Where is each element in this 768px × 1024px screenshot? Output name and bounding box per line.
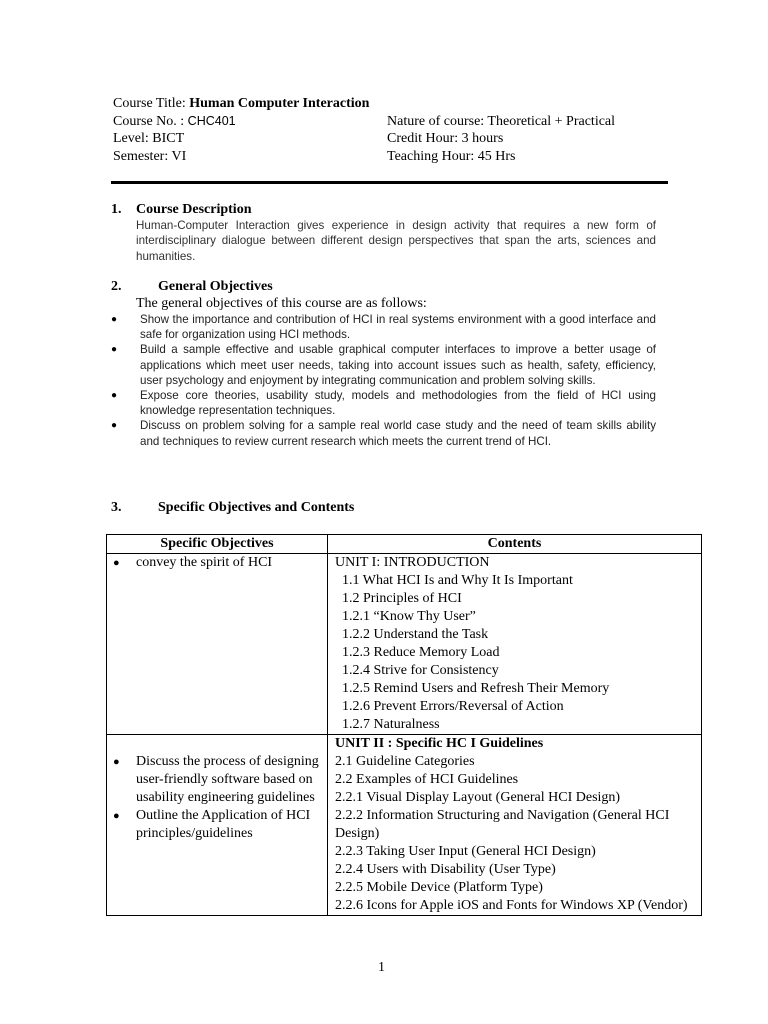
bullet-icon: ● — [111, 390, 118, 402]
table-row — [107, 735, 702, 916]
course-title-value: Human Computer Interaction — [189, 96, 370, 111]
list-item-text: Expose core theories, usability study, models and methodologies from the field of HCI using knowledge representation techniques. — [140, 389, 656, 418]
section-specific-objectives — [111, 499, 656, 516]
topic-item: 2.2.4 Users with Disability (User Type) — [335, 862, 556, 877]
contents-cell — [328, 554, 702, 735]
bullet-icon: ● — [111, 314, 118, 325]
section-number: 1. — [111, 202, 122, 217]
course-description-text: Human-Computer Interaction gives experience in design activity that requires a new form of interdisciplinary dialogue between different design perspectives that span the arts, sciences and humanities. — [136, 219, 656, 263]
section-general-objectives — [111, 278, 656, 449]
topic-item: 2.1 Guideline Categories — [335, 754, 475, 769]
teaching-hour: Teaching Hour: 45 Hrs — [387, 148, 516, 164]
course-semester: Semester: VI — [113, 148, 187, 164]
topic-item: 1.2 Principles of HCI — [342, 591, 462, 606]
list-item-text: Discuss on problem solving for a sample real world case study and the need of team skills ability and techniques to review current research which meets the current trend of HCI. — [140, 419, 656, 448]
topic-item: 1.2.4 Strive for Consistency — [342, 663, 499, 678]
objectives-list — [111, 312, 656, 449]
list-item — [111, 753, 323, 807]
objectives-intro: The general objectives of this course are as follows: — [136, 296, 427, 311]
topic-item: 1.2.1 “Know Thy User” — [342, 609, 476, 624]
list-item — [111, 807, 323, 843]
course-number-value: CHC401 — [187, 113, 236, 128]
topic-item: 2.2.2 Information Structuring and Navigation (General HCI Design) — [335, 808, 670, 841]
objective-text: Discuss the process of designing user-friendly software based on usability engineering guidelines — [136, 754, 319, 805]
table-row — [107, 554, 702, 735]
topic-item: 1.2.5 Remind Users and Refresh Their Memory — [342, 681, 610, 696]
list-item — [111, 342, 656, 388]
page-number: 1 — [378, 960, 385, 975]
unit-title: UNIT II : Specific HC I Guidelines — [335, 736, 544, 751]
course-title — [113, 95, 369, 113]
section-heading: Specific Objectives and Contents — [158, 500, 355, 515]
column-header-objectives: Specific Objectives — [107, 535, 328, 554]
topic-item: 2.2.1 Visual Display Layout (General HCI Design) — [335, 790, 621, 805]
list-item-text: Build a sample effective and usable graphical computer interfaces to improve a better usage of applications which meet user needs, taking into account issues such as health, safety, efficiency, user psychology and enjoyment by integrating communication and problem solving skills. — [140, 343, 656, 387]
bullet-icon: ● — [113, 756, 120, 768]
list-item — [111, 388, 656, 418]
topic-item: 2.2.6 Icons for Apple iOS and Fonts for Windows XP (Vendor) — [335, 898, 688, 913]
course-header — [113, 95, 673, 165]
bullet-icon: ● — [111, 344, 118, 356]
contents-cell — [328, 735, 702, 916]
topic-item: 1.2.3 Reduce Memory Load — [342, 645, 500, 660]
credit-hour: Credit Hour: 3 hours — [387, 131, 504, 146]
objective-text: convey the spirit of HCI — [136, 555, 273, 570]
table-header-row — [107, 535, 702, 554]
bullet-icon: ● — [113, 810, 120, 822]
topic-item: 1.2.7 Naturalness — [342, 717, 440, 732]
topic-item: 1.2.2 Understand the Task — [342, 627, 489, 642]
objectives-cell — [107, 735, 328, 916]
topic-item: 1.1 What HCI Is and Why It Is Important — [342, 573, 573, 588]
section-number: 2. — [111, 279, 122, 294]
course-number — [113, 113, 387, 131]
objectives-contents-table — [106, 534, 702, 916]
section-heading: Course Description — [136, 202, 252, 217]
bullet-icon: ● — [111, 420, 118, 432]
course-title-label: Course Title: — [113, 96, 186, 111]
section-course-description — [111, 201, 656, 264]
list-item — [111, 312, 656, 342]
section-heading: General Objectives — [158, 279, 273, 294]
list-item — [111, 418, 656, 448]
topic-item: 2.2 Examples of HCI Guidelines — [335, 772, 519, 787]
objectives-cell — [107, 554, 328, 735]
course-nature: Nature of course: Theoretical + Practical — [387, 113, 616, 129]
course-number-label: Course No. : — [113, 113, 185, 129]
topic-item: 1.2.6 Prevent Errors/Reversal of Action — [342, 699, 564, 714]
bullet-icon: ● — [113, 557, 120, 569]
unit-title: UNIT I: INTRODUCTION — [335, 555, 490, 570]
header-divider — [111, 181, 668, 184]
list-item-text: Show the importance and contribution of HCI in real systems environment with a good interface and safe for organization using HCI methods. — [140, 313, 656, 342]
topic-item: 2.2.3 Taking User Input (General HCI Design) — [335, 844, 596, 859]
topic-item: 2.2.5 Mobile Device (Platform Type) — [335, 880, 543, 895]
objective-text: Outline the Application of HCI principles/guidelines — [136, 808, 311, 841]
list-item — [111, 554, 323, 572]
column-header-contents: Contents — [328, 535, 702, 554]
section-number: 3. — [111, 500, 122, 515]
course-level: Level: BICT — [113, 131, 185, 146]
